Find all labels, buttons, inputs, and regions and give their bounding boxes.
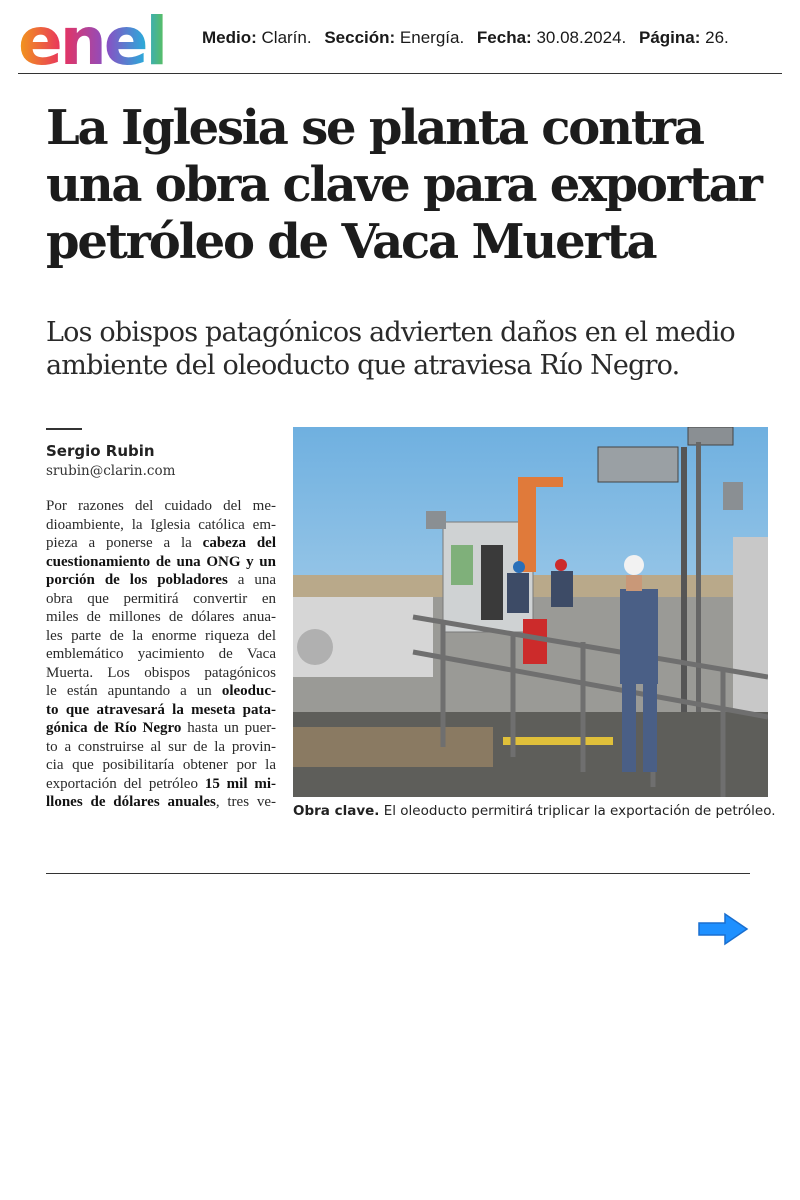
medio-label: Medio:: [202, 28, 257, 47]
svg-text:enel: enel: [18, 10, 166, 70]
body-run: a una: [227, 572, 276, 588]
body-line: [46, 793, 276, 812]
author-email: srubin@clarin.com: [46, 463, 176, 479]
body-run: hasta un puer-: [181, 720, 276, 736]
body-run: miles de millones de dólares anua-: [46, 609, 276, 625]
body-line: [46, 645, 276, 664]
photo-caption: [293, 803, 776, 819]
body-line: [46, 682, 276, 701]
article-photo: [293, 427, 768, 797]
fecha-value: 30.08.2024.: [536, 28, 627, 47]
body-run: to a construirse al sur de la provin-: [46, 738, 276, 755]
article-body: [46, 497, 276, 812]
body-run: Por razones del cuidado del me-: [46, 498, 276, 514]
body-run: , tres ve-: [215, 794, 276, 810]
seccion-value: Energía.: [399, 28, 465, 47]
body-line: [46, 719, 276, 738]
pagina-value: 26.: [705, 28, 729, 47]
body-line: [46, 516, 276, 535]
body-run: les parte de la enorme riqueza del: [46, 627, 276, 644]
body-bold-run: to que atravesará la meseta pata-: [46, 701, 276, 718]
byline-divider: [46, 428, 82, 430]
body-line: [46, 534, 276, 553]
body-bold-run: cuestionamiento de una ONG y un: [46, 553, 276, 570]
body-bold-run: cabeza del: [202, 535, 277, 551]
right-arrow-icon[interactable]: [697, 912, 749, 946]
fecha-label: Fecha:: [476, 28, 532, 47]
header-divider: [18, 73, 782, 74]
pagina-label: Página:: [639, 28, 701, 47]
body-run: dioambiente, la Iglesia católica em-: [46, 516, 276, 533]
body-line: [46, 627, 276, 646]
body-line: [46, 701, 276, 720]
body-bold-run: llones de dólares anuales: [46, 794, 216, 810]
body-bold-run: gónica de Río Negro: [46, 720, 182, 736]
document-metadata: [202, 28, 737, 48]
article-subhead: Los obispos patagónicos advierten daños en el medio ambiente del oleoducto que atraviesa Río Negro.: [46, 317, 735, 381]
body-run: obra que permitirá convertir en: [46, 590, 276, 607]
article-headline: La Iglesia se planta contra una obra clave para exportar petróleo de Vaca Muerta: [46, 100, 761, 270]
author-name: Sergio Rubin: [46, 442, 155, 460]
body-line: [46, 590, 276, 609]
body-line: [46, 608, 276, 627]
body-run: emblemático yacimiento de Vaca: [46, 646, 276, 662]
body-run: le están apuntando a un: [46, 683, 222, 699]
body-line: [46, 738, 276, 757]
body-run: Muerta. Los obispos patagónicos: [46, 664, 276, 681]
body-line: [46, 756, 276, 775]
body-bold-run: porción de los pobladores: [46, 572, 228, 588]
body-run: cia que posibilitaría obtener por la: [46, 757, 276, 773]
body-line: [46, 775, 276, 794]
footer-divider: [46, 873, 750, 874]
body-run: pieza a ponerse a la: [46, 535, 203, 551]
body-bold-run: 15 mil mi-: [204, 775, 276, 792]
enel-logo-icon: [18, 10, 180, 70]
seccion-label: Sección:: [324, 28, 396, 47]
body-line: [46, 571, 276, 590]
medio-value: Clarín.: [261, 28, 312, 47]
body-line: [46, 553, 276, 572]
body-line: [46, 497, 276, 516]
caption-bold: Obra clave.: [293, 803, 380, 819]
document-header: [18, 8, 782, 74]
caption-text: El oleoducto permitirá triplicar la exportación de petróleo.: [379, 803, 776, 819]
body-run: exportación del petróleo: [46, 775, 205, 792]
body-line: [46, 664, 276, 683]
body-bold-run: oleoduc-: [221, 683, 276, 699]
